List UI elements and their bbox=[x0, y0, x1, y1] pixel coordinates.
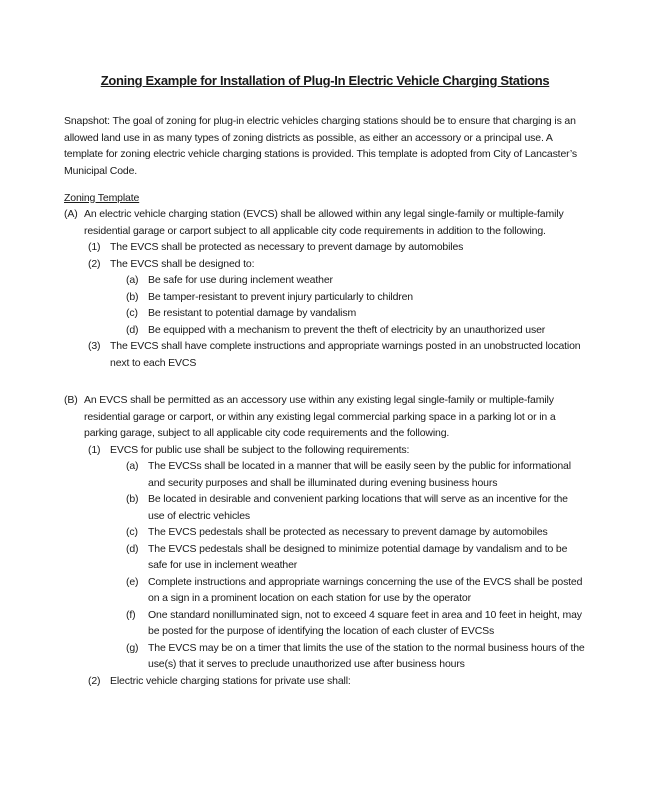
outline-text: The EVCS shall be protected as necessary to prevent damage by automobiles bbox=[110, 241, 464, 253]
outline-item bbox=[64, 541, 586, 574]
outline-marker: (a) bbox=[126, 460, 139, 472]
outline bbox=[64, 206, 586, 689]
outline-text: The EVCS pedestals shall be designed to minimize potential damage by vandalism and to be safe for use in inclement weather bbox=[148, 542, 568, 571]
outline-item bbox=[64, 239, 586, 256]
outline-text: An EVCS shall be permitted as an accessory use within any existing legal single-family or multiple-family residential garage or carport, or within any existing legal commercial parking space in a parking lot or in a parking garage, subject to all applicable city code requirements and the following. bbox=[84, 394, 556, 439]
snapshot-paragraph: Snapshot: The goal of zoning for plug-in electric vehicles charging stations should be to ensure that charging is an allowed land use in as many types of zoning districts as possible, as either an accessory or a principal use. A template for zoning electric vehicle charging stations is provided. This template is adopted from City of Lancaster’s Municipal Code. bbox=[64, 115, 577, 177]
outline-item bbox=[64, 206, 586, 239]
outline-item bbox=[64, 673, 586, 690]
outline-marker: (g) bbox=[126, 641, 139, 654]
outline-marker: (a) bbox=[126, 274, 139, 286]
outline-item bbox=[64, 289, 586, 306]
outline-item bbox=[64, 442, 586, 459]
document-title-text: Zoning Example for Installation of Plug-In Electric Vehicle Charging Stations bbox=[100, 73, 550, 88]
outline-marker: (B) bbox=[64, 394, 78, 406]
outline-text: An electric vehicle charging station (EVCS) shall be allowed within any legal single-family or multiple-family residential garage or carport subject to all applicable city code requirements in addition to the following. bbox=[84, 208, 564, 237]
outline-text: The EVCS may be on a timer that limits the use of the station to the normal business hours of the use(s) that it serves to preclude unauthorized use after business hours bbox=[148, 641, 585, 670]
outline-text: Be safe for use during inclement weather bbox=[148, 274, 333, 286]
outline-item bbox=[64, 322, 586, 339]
outline-item bbox=[64, 607, 586, 640]
outline-text: Be equipped with a mechanism to prevent the theft of electricity by an unauthorized user bbox=[148, 323, 546, 336]
outline-marker: (1) bbox=[88, 443, 101, 456]
outline-marker: (c) bbox=[126, 526, 138, 538]
outline-text: The EVCSs shall be located in a manner that will be easily seen by the public for informational and security purposes and shall be illuminated during evening business hours bbox=[148, 460, 571, 489]
outline-marker: (f) bbox=[126, 608, 136, 621]
outline-marker: (1) bbox=[88, 241, 101, 253]
document-title bbox=[64, 72, 586, 90]
outline-item bbox=[64, 524, 586, 541]
outline-text: Be located in desirable and convenient parking locations that will serve as an incentive for the use of electric vehicles bbox=[148, 493, 568, 522]
section-heading: Zoning Template bbox=[64, 191, 140, 204]
outline-text: The EVCS shall be designed to: bbox=[110, 257, 255, 270]
outline-item bbox=[64, 272, 586, 289]
outline-marker: (A) bbox=[64, 208, 78, 220]
outline-marker: (b) bbox=[126, 493, 139, 505]
outline-marker: (b) bbox=[126, 290, 139, 303]
outline-text: The EVCS shall have complete instructions and appropriate warnings posted in an unobstructed location next to each EVCS bbox=[110, 340, 581, 369]
outline-text: Be resistant to potential damage by vandalism bbox=[148, 307, 357, 319]
outline-text: EVCS for public use shall be subject to the following requirements: bbox=[110, 443, 410, 456]
outline-item bbox=[64, 574, 586, 607]
outline-item bbox=[64, 640, 586, 673]
outline-marker: (d) bbox=[126, 323, 139, 336]
outline-item bbox=[64, 305, 586, 322]
outline-marker: (c) bbox=[126, 307, 138, 319]
outline-item bbox=[64, 256, 586, 273]
outline-item bbox=[64, 458, 586, 491]
outline-item bbox=[64, 491, 586, 524]
outline-marker: (2) bbox=[88, 674, 101, 687]
outline-text: Complete instructions and appropriate warnings concerning the use of the EVCS shall be posted on a sign in a prominent location on each station for use by the operator bbox=[148, 575, 583, 604]
outline-marker: (d) bbox=[126, 542, 139, 555]
outline-item bbox=[64, 392, 586, 442]
outline-item bbox=[64, 338, 586, 371]
outline-marker: (2) bbox=[88, 257, 101, 270]
outline-text: Electric vehicle charging stations for private use shall: bbox=[110, 674, 351, 687]
outline-text: One standard nonilluminated sign, not to exceed 4 square feet in area and 10 feet in height, may be posted for the purpose of identifying the location of each cluster of EVCSs bbox=[148, 608, 582, 637]
outline-text: The EVCS pedestals shall be protected as necessary to prevent damage by automobiles bbox=[148, 526, 548, 538]
outline-text: Be tamper-resistant to prevent injury particularly to children bbox=[148, 290, 413, 303]
outline-marker: (e) bbox=[126, 575, 139, 588]
outline-marker: (3) bbox=[88, 340, 101, 352]
